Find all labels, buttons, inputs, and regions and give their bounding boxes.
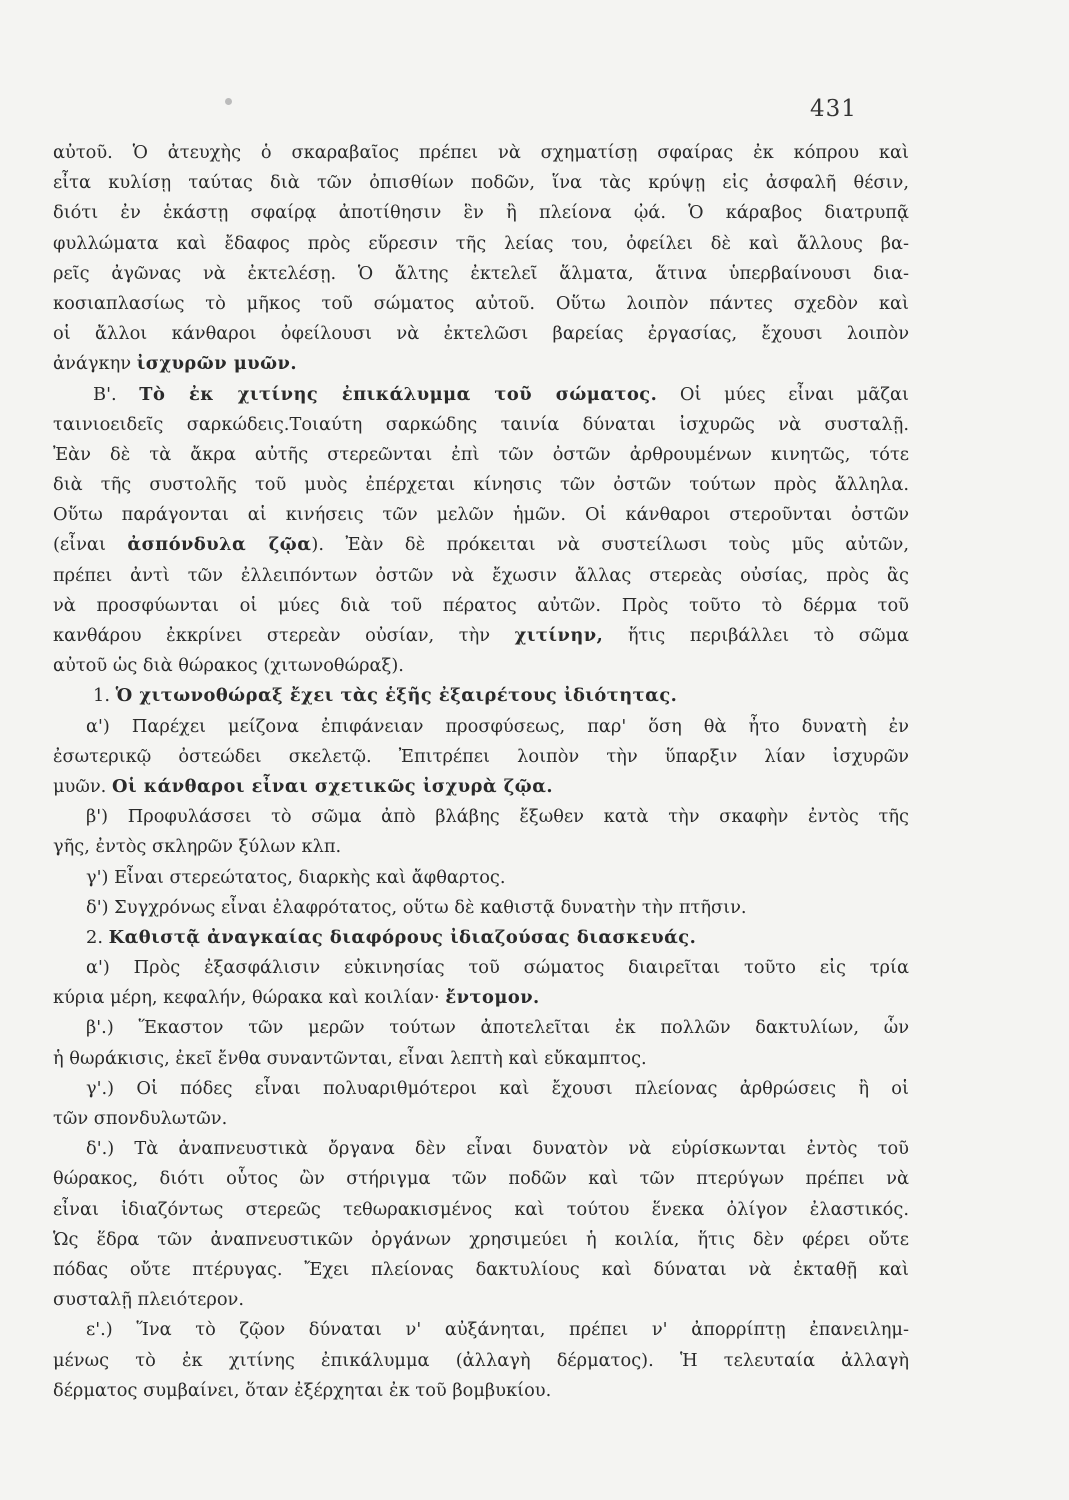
text-run: συσταλῇ πλειότερον. [53,1289,245,1311]
text-line [53,138,909,168]
text-line [53,1044,909,1074]
text-line [53,712,909,742]
text-run: Οὕτω παράγονται αἱ κινήσεις τῶν μελῶν ἡμῶν. Οἱ κάνθαροι στεροῦνται ὀστῶν [53,504,909,526]
text-run: γῆς, ἐντὸς σκληρῶν ξύλων κλπ. [53,836,342,858]
print-speck [225,98,232,105]
bold-text: Οἱ κάνθαροι εἶναι σχετικῶς ἰσχυρὰ ζῷα. [111,775,554,797]
text-line [53,500,909,530]
text-line [53,772,909,802]
text-run: Ὡς ἕδρα τῶν ἀναπνευστικῶν ὀργάνων χρησιμεύει ἡ κοιλία, ἥτις δὲν φέρει οὔτε [53,1228,909,1250]
bold-text: ἰσχυρῶν μυῶν. [136,353,298,375]
text-line [53,1164,909,1194]
text-line [53,410,909,440]
text-run: γ') Εἶναι στερεώτατος, διαρκὴς καὶ ἄφθαρτος. [86,866,506,888]
text-run: ἀνάγκην [53,353,137,375]
text-run: μυῶν. [53,775,112,797]
text-run: μένως τὸ ἐκ χιτίνης ἐπικάλυμμα (ἀλλαγὴ δέρματος). Ἡ τελευταία ἀλλαγὴ [53,1349,909,1371]
text-line [53,863,909,893]
text-line [53,380,909,410]
text-run: διὰ τῆς συστολῆς τοῦ μυὸς ἐπέρχεται κίνησις τῶν ὀστῶν τούτων πρὸς ἄλληλα. [53,474,909,496]
text-line [53,923,909,953]
bold-text: Ὁ χιτωνοθώραξ ἔχει τὰς ἑξῆς ἐξαιρέτους ἰδιότητας. [115,685,678,707]
bold-text: χιτίνην, [514,625,604,646]
text-run: Οἱ μύες εἶναι μᾶζαι [657,383,909,405]
text-run: αὐτοῦ. Ὁ ἀτευχὴς ὁ σκαραβαῖος πρέπει νὰ σχηματίσῃ σφαίρας ἐκ κόπρου καὶ [53,142,909,163]
text-run: εἶναι ἰδιαζόντως στερεῶς τεθωρακισμένος καὶ τούτου ἕνεκα ὀλίγον ἐλαστικός. [53,1198,909,1220]
text-run: κοσιαπλασίως τὸ μῆκος τοῦ σώματος αὐτοῦ. Οὕτω λοιπὸν πάντες σχεδὸν καὶ [53,292,909,314]
text-line [53,198,909,228]
text-run: δ') Συγχρόνως εἶναι ἐλαφρότατος, οὕτω δὲ καθιστᾷ δυνατὴν τὴν πτῆσιν. [86,896,747,918]
text-run: ταινιοειδεῖς σαρκώδεις.Τοιαύτη σαρκώδης ταινία δύναται ἰσχυρῶς νὰ συσταλῇ. [53,413,909,435]
text-line [53,742,909,772]
text-run: (εἶναι [53,534,128,556]
text-run: ἡ θωράκισις, ἐκεῖ ἔνθα συναντῶνται, εἶναι λεπτὴ καὶ εὔκαμπτος. [53,1047,647,1069]
text-line [53,530,909,560]
bold-text: Καθιστᾷ ἀναγκαίας διαφόρους ἰδιαζούσας διασκευάς. [108,926,697,948]
text-line [53,1255,909,1285]
text-line [53,983,909,1013]
text-line [53,168,909,198]
text-line [53,681,909,711]
text-run: ἥτις περιβάλλει τὸ σῶμα [603,625,909,646]
text-run: εἶτα κυλίσῃ ταύτας διὰ τῶν ὀπισθίων ποδῶν, ἵνα τὰς κρύψῃ εἰς ἀσφαλῆ θέσιν, [53,172,909,194]
text-run: 1. [93,685,116,707]
text-run: θώρακος, διότι οὗτος ὢν στήριγμα τῶν ποδῶν καὶ τῶν πτερύγων πρέπει νὰ [53,1168,909,1190]
text-run: ρεῖς ἀγῶνας νὰ ἐκτελέσῃ. Ὁ ἄλτης ἐκτελεῖ ἅλματα, ἅτινα ὑπερβαίνουσι δια- [53,262,909,284]
text-line [53,1285,909,1315]
text-line [53,561,909,591]
text-line [53,832,909,862]
body-text [53,138,909,1406]
text-line [53,440,909,470]
text-run: ἐσωτερικῷ ὀστεώδει σκελετῷ. Ἐπιτρέπει λοιπὸν τὴν ὕπαρξιν λίαν ἰσχυρῶν [53,745,909,767]
text-run: α') Πρὸς ἐξασφάλισιν εὐκινησίας τοῦ σώματος διαιρεῖται τοῦτο εἰς τρία [86,957,909,979]
bold-text: ἀσπόνδυλα ζῷα [127,534,312,556]
page-number: 431 [810,96,857,122]
text-line [53,259,909,289]
text-line [53,953,909,983]
text-run: Ἐὰν δὲ τὰ ἄκρα αὐτῆς στερεῶνται ἐπὶ τῶν ὀστῶν ἀρθρουμένων κινητῶς, τότε [53,443,909,465]
text-line [53,1195,909,1225]
text-run: δ'.) Τὰ ἀναπνευστικὰ ὄργανα δὲν εἶναι δυνατὸν νὰ εὑρίσκωνται ἐντὸς τοῦ [86,1138,909,1160]
text-line [53,1225,909,1255]
text-line [53,1376,909,1406]
text-run: δέρματος συμβαίνει, ὅταν ἐξέρχηται ἐκ τοῦ βομβυκίου. [53,1379,552,1401]
text-line [53,621,909,651]
text-line [53,802,909,832]
text-run: γ'.) Οἱ πόδες εἶναι πολυαριθμότεροι καὶ ἔχουσι πλείονας ἀρθρώσεις ἢ οἱ [86,1077,909,1099]
text-run: αὐτοῦ ὡς διὰ θώρακος (χιτωνοθώραξ). [53,655,404,677]
text-line [53,651,909,681]
text-run: β'.) Ἕκαστον τῶν μερῶν τούτων ἀποτελεῖται ἐκ πολλῶν δακτυλίων, ὧν [86,1017,909,1039]
text-run: 2. [86,926,109,948]
text-run: διότι ἐν ἑκάστῃ σφαίρᾳ ἀποτίθησιν ἓν ἢ πλείονα ᾠά. Ὁ κάραβος διατρυπᾷ [53,202,909,224]
bold-text: Τὸ ἐκ χιτίνης ἐπικάλυμμα τοῦ σώματος. [139,383,658,405]
text-run: β') Προφυλάσσει τὸ σῶμα ἀπὸ βλάβης ἔξωθεν κατὰ τὴν σκαφὴν ἐντὸς τῆς [86,806,909,828]
text-run: οἱ ἄλλοι κάνθαροι ὀφείλουσι νὰ ἐκτελῶσι βαρείας ἐργασίας, ἔχουσι λοιπὸν [53,323,909,345]
text-run: Β'. [93,383,140,405]
bold-text: ἔντομον. [445,987,540,1009]
text-line [53,893,909,923]
text-line [53,229,909,259]
text-line [53,591,909,621]
text-run: νὰ προσφύωνται οἱ μύες διὰ τοῦ πέρατος αὐτῶν. Πρὸς τοῦτο τὸ δέρμα τοῦ [53,594,909,616]
text-run: κανθάρου ἐκκρίνει στερεὰν οὐσίαν, τὴν [53,625,515,646]
text-line [53,349,909,379]
text-run: τῶν σπονδυλωτῶν. [53,1108,228,1129]
text-run: ε'.) Ἵνα τὸ ζῷον δύναται ν' αὐξάνηται, πρέπει ν' ἀπορρίπτῃ ἐπανειλημ- [86,1319,909,1341]
text-line [53,1074,909,1104]
text-line [53,289,909,319]
text-line [53,470,909,500]
text-run: πρέπει ἀντὶ τῶν ἐλλειπόντων ὀστῶν νὰ ἔχωσιν ἄλλας στερεὰς οὐσίας, πρὸς ἃς [53,564,909,586]
text-run: φυλλώματα καὶ ἔδαφος πρὸς εὕρεσιν τῆς λείας του, ὀφείλει δὲ καὶ ἄλλους βα- [53,232,909,254]
text-run: ). Ἐὰν δὲ πρόκειται νὰ συστείλωσι τοὺς μῦς αὐτῶν, [311,534,909,556]
text-line [53,1013,909,1043]
text-line [53,1346,909,1376]
text-run: α') Παρέχει μείζονα ἐπιφάνειαν προσφύσεως, παρ' ὅση θὰ ἦτο δυνατὴ ἐν [86,715,909,737]
text-line [53,1104,909,1134]
text-run: κύρια μέρη, κεφαλήν, θώρακα καὶ κοιλίαν· [53,987,446,1009]
text-line [53,1134,909,1164]
text-line [53,1315,909,1345]
text-line [53,319,909,349]
text-run: πόδας οὔτε πτέρυγας. Ἔχει πλείονας δακτυλίους καὶ δύναται νὰ ἐκταθῇ καὶ [53,1258,909,1280]
